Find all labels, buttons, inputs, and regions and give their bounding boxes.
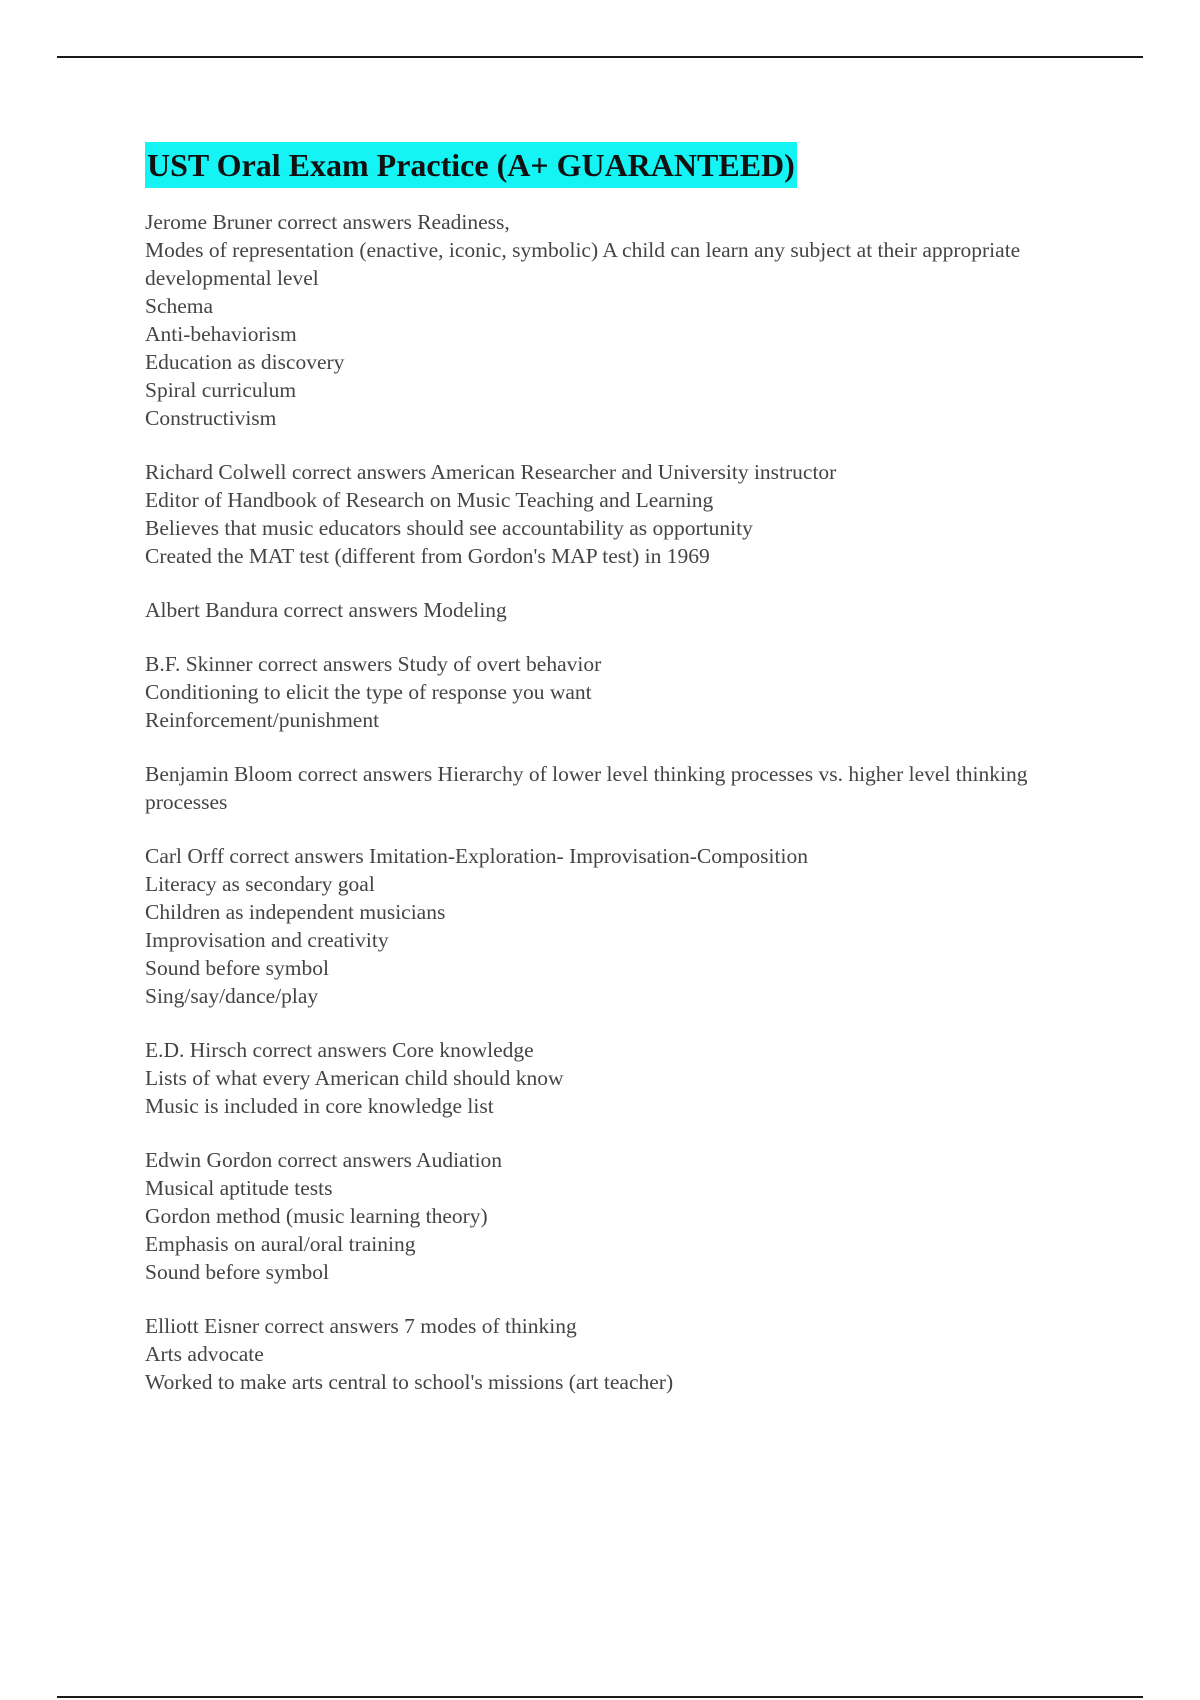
entry-line: Sing/say/dance/play	[145, 984, 319, 1008]
entry-heading-line: Albert Bandura correct answers Modeling	[145, 598, 507, 622]
entry-heading-line: Benjamin Bloom correct answers Hierarchy of lower level thinking processes vs. higher level thinking processes	[145, 762, 1028, 814]
entry-line: Children as independent musicians	[145, 900, 446, 924]
entry-block	[145, 1146, 1075, 1286]
entry-line: Improvisation and creativity	[145, 928, 389, 952]
entry-block	[145, 208, 1075, 432]
entry-line: Reinforcement/punishment	[145, 708, 380, 732]
header-rule	[57, 56, 1143, 58]
entry-line: Emphasis on aural/oral training	[145, 1232, 416, 1256]
document-title: UST Oral Exam Practice (A+ GUARANTEED)	[145, 142, 797, 188]
entry-line: Musical aptitude tests	[145, 1176, 333, 1200]
entry-line: Arts advocate	[145, 1342, 264, 1366]
document-body	[145, 142, 1075, 1422]
entry-line: Spiral curriculum	[145, 378, 297, 402]
entry-line: Gordon method (music learning theory)	[145, 1204, 488, 1228]
entry-line: Anti-behaviorism	[145, 322, 297, 346]
entry-heading-line: Richard Colwell correct answers American Researcher and University instructor	[145, 460, 837, 484]
entry-line: Lists of what every American child should know	[145, 1066, 564, 1090]
entry-block	[145, 1312, 1075, 1396]
entry-line: Sound before symbol	[145, 1260, 329, 1284]
entry-line: Created the MAT test (different from Gordon's MAP test) in 1969	[145, 544, 710, 568]
entry-heading-line: Elliott Eisner correct answers 7 modes of thinking	[145, 1314, 577, 1338]
entry-heading-line: Edwin Gordon correct answers Audiation	[145, 1148, 503, 1172]
entry-block	[145, 842, 1075, 1010]
entry-line: Constructivism	[145, 406, 277, 430]
entry-line: Modes of representation (enactive, iconic, symbolic) A child can learn any subject at their appropriate developmental level	[145, 238, 1021, 290]
entry-heading-line: B.F. Skinner correct answers Study of overt behavior	[145, 652, 602, 676]
entry-line: Conditioning to elicit the type of response you want	[145, 680, 592, 704]
entry-line: Sound before symbol	[145, 956, 329, 980]
entry-block	[145, 760, 1075, 816]
entry-block	[145, 596, 1075, 624]
entry-line: Education as discovery	[145, 350, 345, 374]
entry-line: Literacy as secondary goal	[145, 872, 375, 896]
footer-rule	[57, 1696, 1143, 1698]
entry-line: Editor of Handbook of Research on Music Teaching and Learning	[145, 488, 714, 512]
entries-list	[145, 208, 1075, 1396]
entry-block	[145, 650, 1075, 734]
entry-block	[145, 458, 1075, 570]
entry-line: Believes that music educators should see accountability as opportunity	[145, 516, 753, 540]
entry-heading-line: Jerome Bruner correct answers Readiness,	[145, 210, 510, 234]
entry-line: Schema	[145, 294, 214, 318]
entry-heading-line: Carl Orff correct answers Imitation-Exploration- Improvisation-Composition	[145, 844, 808, 868]
entry-line: Worked to make arts central to school's missions (art teacher)	[145, 1370, 674, 1394]
entry-heading-line: E.D. Hirsch correct answers Core knowledge	[145, 1038, 534, 1062]
entry-block	[145, 1036, 1075, 1120]
entry-line: Music is included in core knowledge list	[145, 1094, 494, 1118]
